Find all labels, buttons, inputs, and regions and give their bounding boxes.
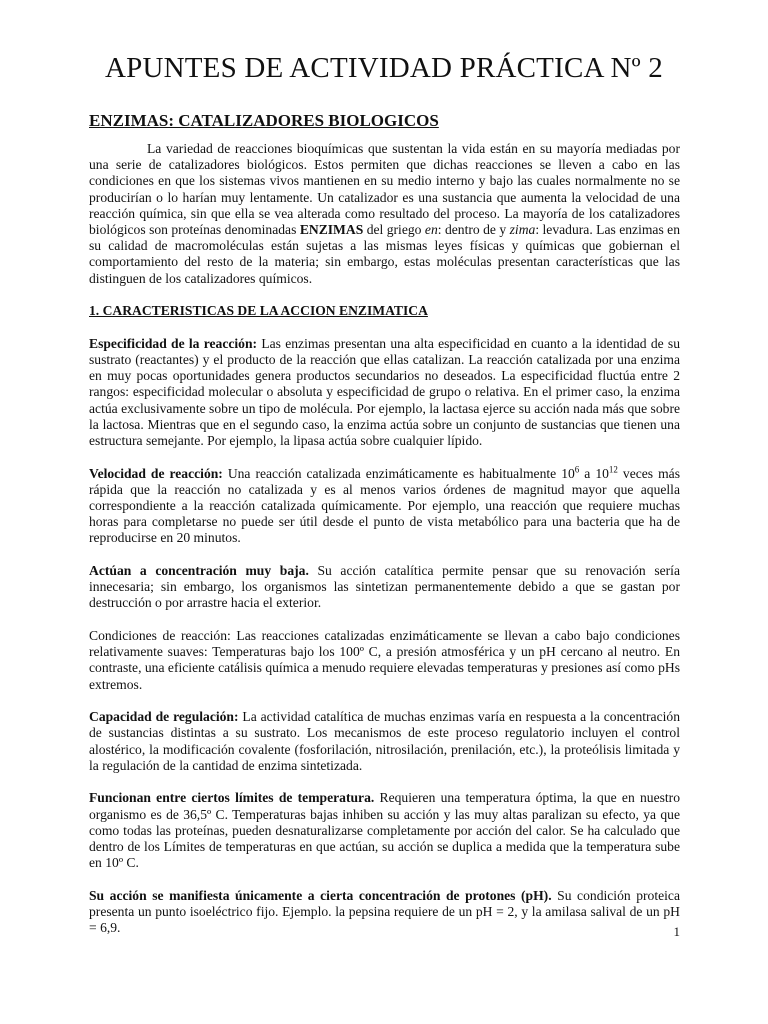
paragraph-lead: Especificidad de la reacción:: [89, 335, 258, 351]
paragraph-text: a 10: [579, 465, 609, 481]
paragraph-lead: Actúan a concentración muy baja.: [89, 563, 309, 579]
document-body: [89, 141, 680, 936]
intro-text: : dentro de y: [437, 222, 510, 238]
exponent: 6: [574, 464, 580, 475]
paragraph-text: veces más rápida que la reacción no catalizada y es al menos varios órdenes de magnitud mayor que aquella correspondiente a la reacción catalizada químicamente. Por ejemplo, una reacción que requiere muchas horas para completarse no puede ser útil desde el punto de vista metabólico para una bacteria que ha de reproducirse en 20 minutos.: [89, 465, 680, 546]
exponent: 12: [608, 464, 618, 475]
intro-text: del griego: [363, 222, 425, 238]
intro-paragraph: [89, 141, 680, 287]
paragraph-velocidad: [89, 466, 680, 547]
paragraph-text: La actividad catalítica de muchas enzimas varía en respuesta a la concentración de sustancias distintas a su sustrato. Los mecanismos de este proceso regulatorio incluyen el control alostérico, la modificación covalente (fosforilación, nitrosilación, prenilación, etc.), la proteólisis limitada y la regulación de la cantidad de enzima sintetizada.: [89, 709, 680, 773]
paragraph-lead: Su acción se manifiesta únicamente a cierta concentración de protones (pH).: [89, 887, 552, 903]
greek-word-en: en: [424, 222, 438, 238]
main-heading: ENZIMAS: CATALIZADORES BIOLOGICOS: [89, 111, 439, 130]
greek-word-zima: zima: [509, 222, 536, 238]
paragraph-text: Condiciones de reacción: Las reacciones catalizadas enzimáticamente se llevan a cabo bajo condiciones relativamente suaves: Temperaturas bajo los 100º C, a presión atmosférica y un pH cercano al neutro. En contraste, una eficiente catálisis química a menudo requiere elevadas temperaturas y presiones así como pHs extremos.: [89, 628, 680, 692]
paragraph-text: Una reacción catalizada enzimáticamente es habitualmente 10: [222, 465, 575, 481]
paragraph-condiciones: [89, 628, 680, 693]
paragraph-text: Requieren una temperatura óptima, la que en nuestro organismo es de 36,5º C. Temperaturas bajas inhiben su acción y las muy altas paralizan su efecto, ya que como todas las proteínas, pueden desnaturalizarse completamente por acción del calor. Se ha calculado que dentro de los Límites de temperaturas en que actúan, su acción se duplica a medida que la temperatura sube en 10º C.: [89, 790, 680, 871]
paragraph-ph: [89, 888, 680, 937]
section-heading: 1. CARACTERISTICAS DE LA ACCION ENZIMATICA: [89, 303, 428, 319]
paragraph-concentracion: [89, 563, 680, 612]
paragraph-text: Las enzimas presentan una alta especificidad en cuanto a la identidad de su sustrato (reactantes) y el producto de la reacción que ellas catalizan. La reacción catalizada por una enzima en muy pocas oportunidades genera productos secundarios no deseados. La especificidad fluctúa entre 2 rangos: especificidad molecular o absoluta y especificidad de grupo o relativa. En el primer caso, la enzima actúa exclusivamente sobre un tipo de molécula. Por ejemplo, la lactasa ejerce su acción nada más que sobre la lactosa. Mientras que en el segundo caso, la enzima actúa sobre un conjunto de sustancias que tienen una estructura semejante. Por ejemplo, la lipasa actúa sobre cualquier lípido.: [89, 335, 680, 449]
intro-text: : levadura. Las enzimas en su calidad de macromoléculas están sujetas a las mismas leyes físicas y químicas que gobiernan el comportamiento del resto de la materia; sin embargo, estas moléculas presentan características que las distinguen de los catalizadores químicos.: [89, 222, 681, 286]
paragraph-regulacion: [89, 709, 680, 774]
paragraph-lead: Funcionan entre ciertos límites de temperatura.: [89, 790, 375, 806]
paragraph-text: Su condición proteica presenta un punto isoeléctrico fijo. Ejemplo. la pepsina requiere de un pH = 2, y la amilasa salival de un pH = 6,9.: [89, 887, 680, 936]
paragraph-lead: Capacidad de regulación:: [89, 709, 239, 725]
document-title: APUNTES DE ACTIVIDAD PRÁCTICA Nº 2: [105, 52, 663, 84]
intro-text: La variedad de reacciones bioquímicas que sustentan la vida están en su mayoría mediadas por una serie de catalizadores biológicos. Estos permiten que dichas reacciones se lleven a cabo en las condiciones en que los sistemas vivos mantienen en su medio interno y bajo las cuales normalmente no se producirían o lo harían muy lentamente. Un catalizador es una sustancia que aumenta la velocidad de una reacción química, sin que ella se vea alterada como resultado del proceso. La mayoría de los catalizadores biológicos son proteínas denominadas: [89, 141, 680, 238]
term-enzimas: ENZIMAS: [299, 222, 364, 238]
paragraph-text: Su acción catalítica permite pensar que su renovación sería innecesaria; sin embargo, los organismos las sintetizan permanentemente debido a que se gastan por destrucción o por arrastre hacia el exterior.: [89, 563, 680, 611]
paragraph-lead: Velocidad de reacción:: [89, 465, 223, 481]
page-number: 1: [673, 924, 680, 939]
paragraph-temperatura: [89, 790, 680, 871]
paragraph-especificidad: [89, 336, 680, 449]
